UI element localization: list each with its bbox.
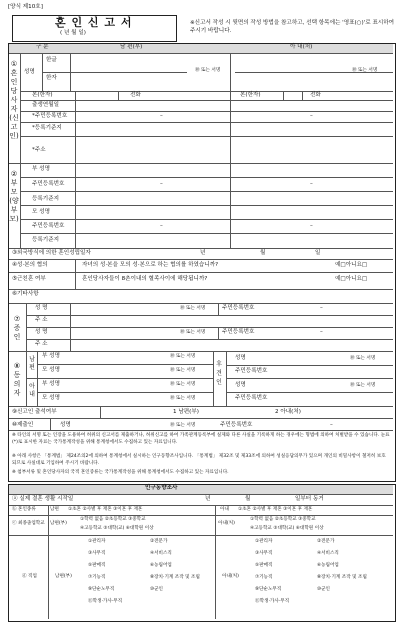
rule: [37, 364, 213, 365]
rule: [9, 418, 393, 419]
phone-label-h: 전화: [130, 92, 141, 98]
date-line: ( 년 월 일): [60, 30, 86, 36]
q1-day: 일부터 동거: [295, 496, 324, 502]
job-option[interactable]: ①관리자: [255, 539, 273, 544]
job-option[interactable]: ⑪학생·가사·무직: [88, 599, 123, 604]
g2-name: 성명: [235, 382, 246, 388]
job-option[interactable]: ②전문가: [317, 539, 335, 544]
job-option[interactable]: ②전문가: [150, 539, 168, 544]
w1-rrn: 주민등록번호: [222, 305, 255, 311]
q4-label: ⓓ 직업: [22, 574, 37, 579]
s3-month: 월: [260, 250, 266, 256]
father-rrn: 주민등록번호: [32, 181, 65, 187]
s3-year: 년: [200, 250, 206, 256]
father-name: 부 성명: [32, 166, 50, 172]
column-header-bg: [9, 44, 393, 53]
s10-rrn-dash: –: [330, 422, 333, 428]
rule: [226, 392, 393, 393]
mother-reg: 등록기준지: [32, 237, 60, 243]
rule: [70, 53, 71, 91]
rule: [75, 100, 76, 163]
q1-month: 월: [245, 496, 251, 502]
job-option[interactable]: ⑥농림어업: [150, 563, 172, 568]
w1-rrn-dash: –: [320, 305, 323, 311]
birth-label: 출생연월일: [32, 102, 60, 108]
rule: [226, 365, 393, 366]
addr-label: *주소: [32, 147, 46, 153]
q3-husband: 남편(부): [50, 521, 67, 526]
q3-opts1-h[interactable]: ①학력 없음 ②초등학교 ③중학교: [80, 517, 146, 522]
q4-wife: 아내(처): [222, 574, 239, 579]
col-wife: 아 내(처): [290, 44, 313, 50]
s5-text: 혼인당사자들이 8촌이내의 혈족사이에 해당됩니까?: [82, 276, 208, 282]
rrn-dash-w: –: [310, 113, 313, 119]
g1-name: 성명: [235, 355, 246, 361]
mother-rrn-dash-w: –: [310, 223, 313, 229]
q3-opts1-w[interactable]: ①학력 없음 ②초등학교 ③중학교: [250, 517, 316, 522]
consent-husband: 남편: [29, 356, 35, 371]
job-option[interactable]: ③사무직: [88, 551, 106, 556]
rule: [9, 259, 393, 260]
father-rrn-dash-w: –: [310, 181, 313, 187]
rule: [75, 259, 76, 289]
note-3: ※ 첨부서류 및 혼인당사자의 국적 혼인증류는 국가통계작성을 위해 통계청에서도 수집하고 있는 자료입니다.: [12, 470, 229, 475]
section10-label: ⑩제출인: [12, 422, 34, 428]
w1-addr: 주 소: [35, 317, 48, 323]
c-wf: 부 성명: [42, 381, 60, 387]
g2-rrn: 주민등록번호: [235, 395, 268, 401]
section6-label: ⑥기타사항: [12, 291, 39, 297]
section1-label: ①혼인당사자(신고인): [9, 60, 19, 140]
q3-opts2-h[interactable]: ④고등학교 ⑤대학(교) ⑥대학원 이상: [80, 526, 154, 531]
hanja-label: 한자: [46, 75, 57, 81]
w1-name: 성 명: [35, 305, 48, 311]
rule: [26, 327, 393, 328]
s4-text: 자녀의 성·본을 모의 성·본으로 하는 협의를 하였습니까?: [82, 262, 219, 268]
reg-label: *등록기준지: [32, 125, 62, 131]
note-1: ※ 타인의 서명 또는 인장을 도용하여 허위의 신고서를 제출하거나, 허위신고를 하여 가족관계등록부에 실제와 다른 사실을 기록하게 하는 경우에는 형법에 의하여 처벌받을 수 있습니다. 눈표(*)로 표시한 자료는 국가통계작성을 위해 통계청에서도 수집하고 있는 자료입니다.: [12, 433, 390, 445]
rule: [9, 303, 393, 304]
bon-label-w: 본(한자): [240, 92, 261, 98]
rule: [9, 272, 393, 273]
guardian-label: 후견인: [216, 361, 222, 386]
rule: [9, 515, 393, 516]
q2-opts-w[interactable]: ①초혼 ②사별 후 재혼 ③이혼 후 재혼: [238, 507, 313, 512]
hangul-label: 한글: [46, 57, 57, 63]
survey-title: 인구동향조사: [145, 485, 178, 491]
q3-label: ⓒ 최종졸업학교: [12, 521, 45, 526]
rule: [283, 91, 284, 100]
seal-wife: ㊞ 또는 서명: [352, 68, 378, 73]
rule: [9, 351, 393, 352]
c-wm: 모 성명: [42, 395, 60, 401]
w2-rrn: 주민등록번호: [222, 329, 255, 335]
job-option[interactable]: ⑤판매직: [88, 563, 106, 568]
job-option[interactable]: ⑧장치·기계 조작 및 조립: [150, 575, 200, 580]
w2-name: 성 명: [35, 329, 48, 335]
mother-rrn-dash-h: –: [160, 223, 163, 229]
g2-seal: ㊞ 또는 서명: [350, 383, 376, 388]
rule: [226, 378, 393, 379]
mother-name: 모 성명: [32, 209, 50, 215]
c-seal2: ㊞ 또는 서명: [170, 368, 196, 373]
col-husband: 남 편(부): [120, 44, 143, 50]
name-label: 성명: [24, 69, 35, 75]
job-option[interactable]: ⑥농림어업: [317, 563, 339, 568]
page-title: 혼 인 신 고 서: [55, 16, 133, 29]
q2-wife: 아내: [220, 507, 229, 512]
rule: [42, 72, 187, 73]
form-number: [양식 제10호]: [8, 4, 43, 10]
job-option[interactable]: ④서비스직: [317, 551, 339, 556]
job-option[interactable]: ⑨단순노무직: [88, 587, 115, 592]
mother-rrn: 주민등록번호: [32, 223, 65, 229]
rule: [9, 163, 393, 164]
job-option[interactable]: ⑤판매직: [255, 563, 273, 568]
section5-label: ⑤근친혼 여부: [12, 276, 46, 282]
rule: [9, 406, 393, 407]
w2-addr: 주 소: [35, 341, 48, 347]
father-rrn-dash-h: –: [160, 181, 163, 187]
q3-opts2-w[interactable]: ④고등학교 ⑤대학(교) ⑥대학원 이상: [250, 526, 324, 531]
s10-name: 성명: [60, 422, 71, 428]
section8-label: ⑧동의자: [13, 362, 21, 397]
c-seal3: ㊞ 또는 서명: [170, 382, 196, 387]
w2-seal: ㊞ 또는 서명: [180, 330, 206, 335]
rule: [75, 91, 76, 100]
rule: [9, 248, 393, 249]
rule: [26, 378, 213, 379]
job-option[interactable]: ⑧장치·기계 조작 및 조립: [317, 575, 367, 580]
survey-header-bg: [9, 485, 393, 494]
q2-label: ⓑ 혼인종류: [12, 507, 36, 512]
rule: [75, 163, 76, 248]
c-hm: 모 성명: [42, 367, 60, 373]
rule: [230, 163, 231, 248]
rule: [100, 406, 101, 418]
s10-seal: ㊞ 또는 서명: [170, 423, 196, 428]
q1-label: ⓐ 실제 결혼 생활 시작일: [12, 496, 74, 502]
s5-yesno[interactable]: 예□아니요□: [335, 276, 368, 282]
job-option[interactable]: ⑦기능직: [88, 575, 106, 580]
rule: [48, 505, 49, 619]
job-option[interactable]: ⑩군인: [317, 587, 330, 592]
rule: [50, 418, 51, 430]
rule: [20, 53, 21, 163]
instruction-text: ※신고서 작성 시 뒷면의 작성 방법을 참고하고, 선택 항목에는 '영표(○)'로 표시하여 주시기 바랍니다.: [190, 20, 395, 34]
note-2: ※ 아래 사항은 「통계법」 제24조의2에 의하여 통계청에서 실시하는 인구동향조사입니다. 「통계법」 제32조 및 제33조에 의하여 성실응답의무가 있으며 개인의 비밀사항이 철저히 보호되므로 사실대로 기입하여 주시기 바랍니다.: [12, 454, 386, 466]
rrn-label: *주민등록번호: [32, 113, 68, 119]
g1-rrn: 주민등록번호: [235, 368, 268, 374]
rule: [118, 91, 119, 100]
q2-opts-h[interactable]: ①초혼 ②사별 후 재혼 ③이혼 후 재혼: [68, 507, 143, 512]
w1-seal: ㊞ 또는 서명: [180, 306, 206, 311]
job-option[interactable]: ⑩군인: [150, 587, 163, 592]
rule: [26, 339, 393, 340]
rule: [37, 392, 213, 393]
c-seal1: ㊞ 또는 서명: [170, 354, 196, 359]
bon-label-h: 본(한자): [32, 92, 53, 98]
s9-opt1[interactable]: [173, 410, 199, 416]
s10-rrn: 주민등록번호: [220, 422, 253, 428]
c-hf: 부 성명: [42, 353, 60, 359]
g1-seal: ㊞ 또는 서명: [350, 356, 376, 361]
job-option[interactable]: ④서비스직: [150, 551, 172, 556]
rule: [215, 505, 216, 619]
section3-label: ③외국방식에 의한 혼인성립일자: [12, 250, 91, 256]
job-option[interactable]: ①관리자: [88, 539, 106, 544]
rule: [9, 289, 393, 290]
col-gubun: 구 분: [36, 44, 49, 50]
rrn-dash-h: –: [160, 113, 163, 119]
w2-rrn-dash: –: [320, 329, 323, 335]
q4-husband: 남편(부): [55, 574, 72, 579]
rule: [302, 91, 303, 100]
rule: [9, 430, 393, 431]
s9-opt1-label: 남편(부): [178, 409, 199, 415]
job-option[interactable]: ③사무직: [255, 551, 273, 556]
rule: [218, 327, 219, 339]
rule: [9, 53, 393, 54]
s4-yesno[interactable]: 예□아니요□: [335, 262, 368, 268]
s3-day: 일: [315, 250, 321, 256]
job-option[interactable]: ⑨단순노무직: [255, 587, 282, 592]
rule: [9, 535, 393, 536]
c-seal4: ㊞ 또는 서명: [170, 396, 196, 401]
phone-label-w: 전화: [310, 92, 321, 98]
rule: [70, 303, 71, 351]
section2-label: ②부모(양부모): [9, 170, 19, 223]
s9-opt2[interactable]: [275, 410, 301, 416]
rule: [218, 303, 219, 315]
rule: [9, 494, 393, 495]
q3-wife: 아내(처): [218, 521, 235, 526]
job-option[interactable]: ⑪학생·가사·무직: [255, 599, 290, 604]
s9-num1: 1: [173, 409, 177, 415]
section4-label: ④성·본의 협의: [12, 262, 48, 268]
job-option[interactable]: ⑦기능직: [255, 575, 273, 580]
rule: [26, 315, 393, 316]
consent-wife: 아내: [29, 383, 35, 398]
father-reg: 등록기준지: [32, 196, 60, 202]
rule: [230, 53, 231, 163]
q1-year: 년: [205, 496, 211, 502]
q2-husband: 남편: [50, 507, 59, 512]
s9-num2: 2: [275, 409, 279, 415]
rule: [9, 505, 393, 506]
section7-label: ⑦증인: [13, 315, 21, 341]
s9-opt2-label: 아내(처): [280, 409, 301, 415]
section9-label: ⑨신고인 출석여부: [12, 409, 57, 415]
seal-husband: ㊞ 또는 서명: [195, 68, 221, 73]
